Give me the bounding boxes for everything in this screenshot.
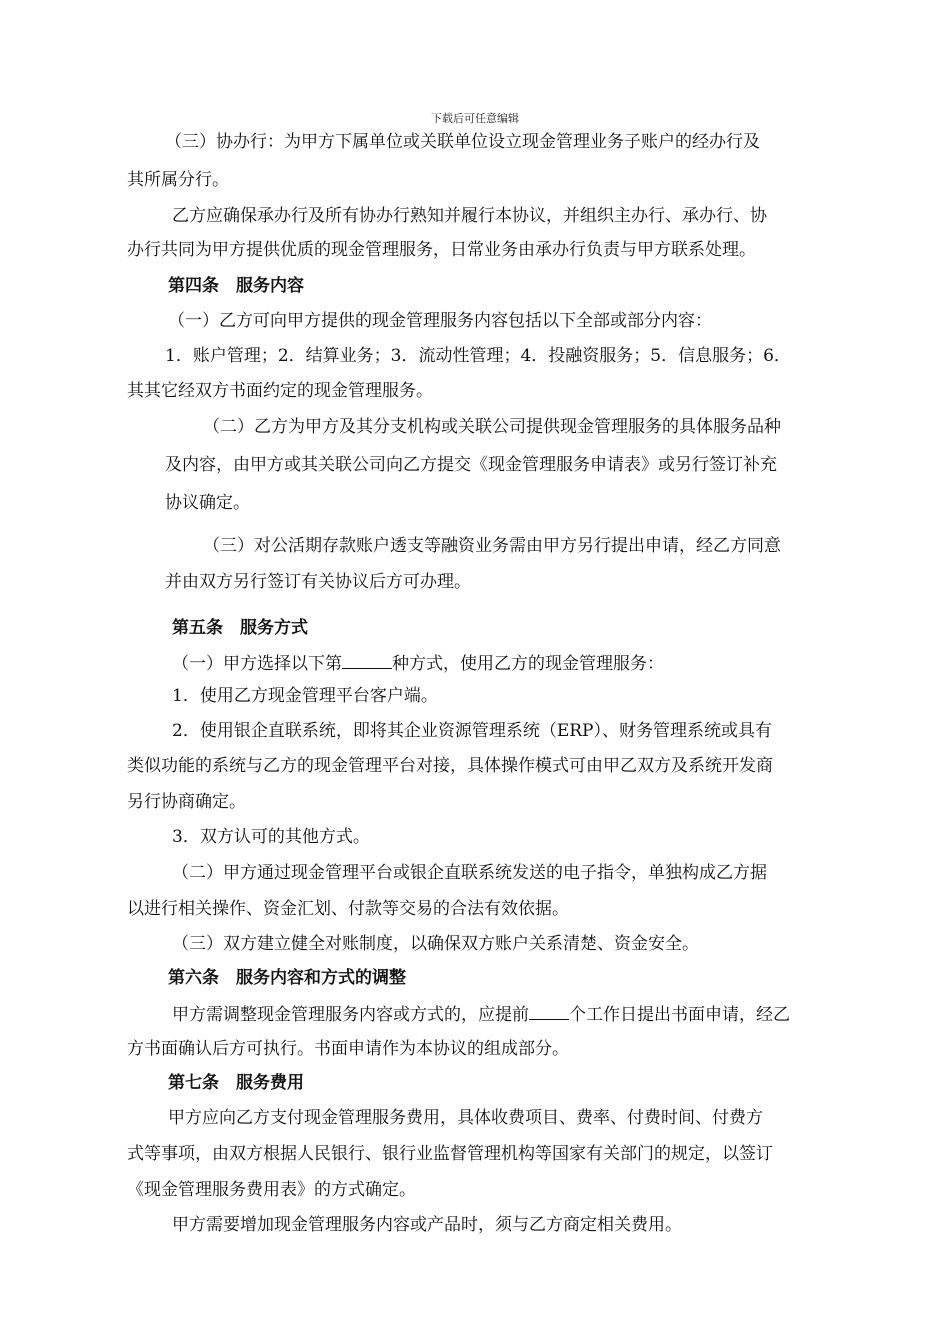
paragraph-line: 1．账户管理；2．结算业务；3．流动性管理；4．投融资服务；5．信息服务；6． [165,346,791,366]
paragraph-line: （二）甲方通过现金管理平台或银企直联系统发送的电子指令，单独构成乙方据 [172,863,767,883]
paragraph-line: （一）乙方可向甲方提供的现金管理服务内容包括以下全部或部分内容： [168,311,712,331]
paragraph-line: （三）对公活期存款账户透支等融资业务需由甲方另行提出申请，经乙方同意 [203,536,781,556]
paragraph-line: 其其它经双方书面约定的现金管理服务。 [127,381,433,401]
paragraph-line: （三）协办行：为甲方下属单位或关联单位设立现金管理业务子账户的经办行及 [165,132,760,152]
section-heading: 第四条 服务内容 [168,276,304,296]
paragraph-line: （二）乙方为甲方及其分支机构或关联公司提供现金管理服务的具体服务品种 [203,417,781,437]
paragraph-line: 并由双方另行签订有关协议后方可办理。 [165,572,471,592]
paragraph-line: 2．使用银企直联系统，即将其企业资源管理系统（ERP）、财务管理系统或具有 [172,721,772,741]
paragraph-line: 类似功能的系统与乙方的现金管理平台对接，具体操作模式可由甲乙双方及系统开发商 [127,756,773,776]
paragraph-line: 3．双方认可的其他方式。 [172,827,370,847]
paragraph-line: 另行协商确定。 [127,792,246,812]
paragraph-line: 及内容，由甲方或其关联公司向乙方提交《现金管理服务申请表》或另行签订补充 [165,455,777,475]
line-text: 个工作日提出书面申请，经乙 [569,1005,790,1025]
paragraph-line: 办行共同为甲方提供优质的现金管理服务，日常业务由承办行负责与甲方联系处理。 [127,240,756,260]
section-heading: 第六条 服务内容和方式的调整 [168,968,406,988]
section-heading: 第七条 服务费用 [168,1073,304,1093]
fill-blank [529,1003,569,1020]
paragraph-line: 协议确定。 [165,493,250,513]
paragraph-line: 其所属分行。 [127,170,229,190]
line-text: （一）甲方选择以下第 [172,654,342,674]
page-header: 下载后可任意编辑 [431,112,519,125]
fill-blank [342,652,392,669]
paragraph-line: 方书面确认后方可执行。书面申请作为本协议的组成部分。 [127,1039,569,1059]
paragraph-line: 《现金管理服务费用表》的方式确定。 [127,1180,416,1200]
paragraph-line: 1．使用乙方现金管理平台客户端。 [172,686,438,706]
paragraph-line: （三）双方建立健全对账制度，以确保双方账户关系清楚、资金安全。 [172,934,699,954]
section-heading: 第五条 服务方式 [172,618,308,638]
line-text: 甲方需调整现金管理服务内容或方式的，应提前 [172,1005,529,1025]
paragraph-line: 甲方应向乙方支付现金管理服务费用，具体收费项目、费率、付费时间、付费方 [168,1108,763,1128]
line-text: 种方式，使用乙方的现金管理服务： [392,654,664,674]
paragraph-line: 甲方需要增加现金管理服务内容或产品时，须与乙方商定相关费用。 [172,1215,682,1235]
paragraph-line [172,1003,790,1025]
paragraph-line [172,652,664,674]
paragraph-line: 以进行相关操作、资金汇划、付款等交易的合法有效依据。 [127,899,569,919]
paragraph-line: 乙方应确保承办行及所有协办行熟知并履行本协议，并组织主办行、承办行、协 [172,206,767,226]
paragraph-line: 式等事项，由双方根据人民银行、银行业监督管理机构等国家有关部门的规定，以签订 [127,1144,773,1164]
